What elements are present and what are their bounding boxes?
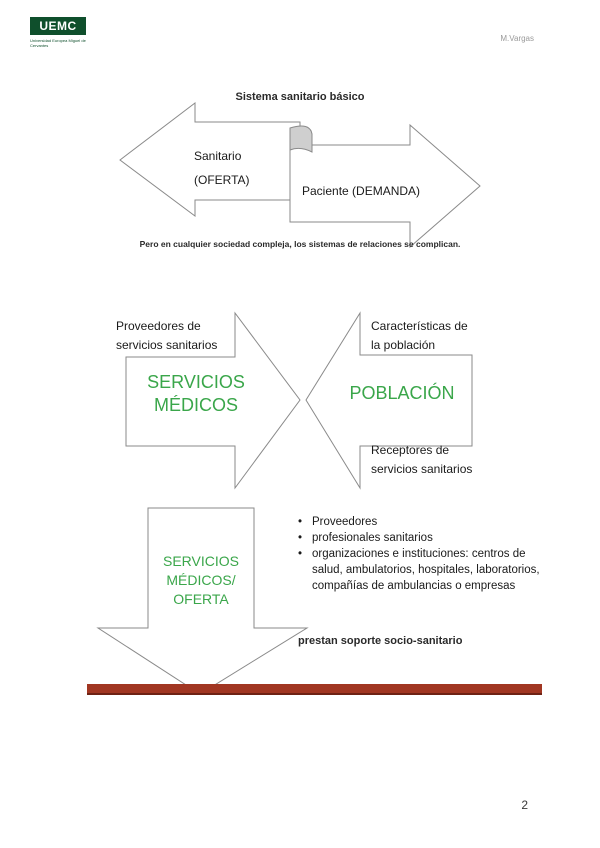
oferta-line: (OFERTA): [194, 173, 250, 187]
receivers-label: [371, 441, 472, 479]
characteristics-line-2: la población: [371, 338, 436, 352]
medical-offer-label: [148, 552, 254, 609]
list-item: • profesionales sanitarios: [298, 530, 548, 546]
sanitario-line: Sanitario: [194, 149, 242, 163]
list-item: • organizaciones e instituciones: centros de salud, ambulatorios, hospitales, laboratorios, compañías de ambulancias o empresas: [298, 546, 548, 594]
offer-line-3: OFERTA: [173, 591, 229, 607]
support-text: prestan soporte socio-sanitario: [298, 635, 463, 647]
list-item: • Proveedores: [298, 514, 548, 530]
medical-services-label: [126, 371, 266, 417]
sanitario-label: [194, 147, 250, 190]
complexity-note: Pero en cualquier sociedad compleja, los sistemas de relaciones se complican.: [139, 239, 461, 249]
author-name: M.Vargas: [500, 34, 534, 43]
receivers-line-1: Receptores de: [371, 443, 450, 457]
characteristics-line-1: Características de: [371, 319, 468, 333]
providers-label: [116, 317, 217, 355]
population-characteristics-label: [371, 317, 468, 355]
logo-subtext: Universidad Europea Miguel de Cervantes: [30, 38, 86, 48]
population-label: POBLACIÓN: [349, 383, 455, 403]
providers-list: [298, 514, 548, 594]
paciente-label: Paciente (DEMANDA): [302, 184, 421, 198]
diagram-title: Sistema sanitario básico: [235, 91, 365, 103]
medical-line-2: MÉDICOS: [153, 395, 238, 415]
logo-box: UEMC: [30, 17, 86, 35]
offer-line-2: MÉDICOS/: [166, 572, 236, 588]
offer-line-1: SERVICIOS: [163, 553, 239, 569]
receivers-line-2: servicios sanitarios: [371, 462, 473, 476]
divider-bar: [87, 684, 542, 695]
page-number: 2: [521, 798, 528, 812]
scroll-curl: [290, 126, 312, 152]
medical-line-1: SERVICIOS: [147, 372, 245, 392]
providers-line-2: servicios sanitarios: [116, 338, 218, 352]
providers-line-1: Proveedores de: [116, 319, 201, 333]
